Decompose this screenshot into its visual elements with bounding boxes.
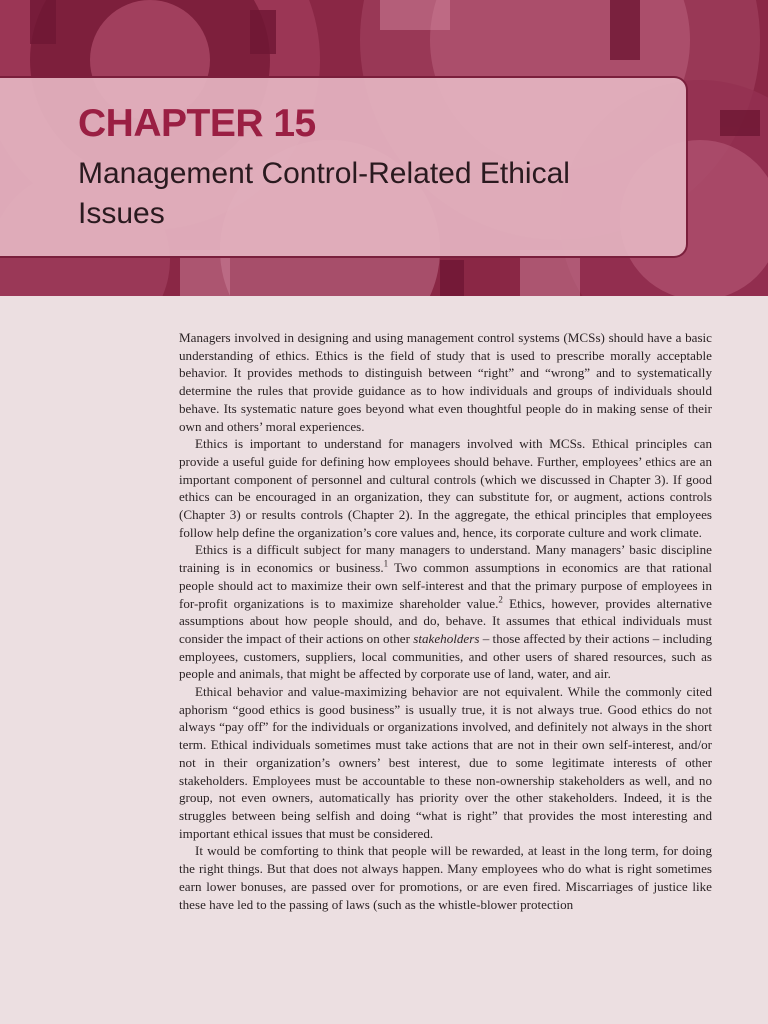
paragraph-text: Ethics, however, provides alternative assumptions about how people should, and do, behave. It assumes that ethical individuals must consider the impact of their actions on other	[179, 595, 712, 646]
paragraph	[179, 683, 712, 842]
paragraph	[179, 435, 712, 541]
paragraph-text: Two common assumptions in economics are that rational people should act to maximize their own self-interest and that the primary purpose of employees in for-profit organizations is to maximize shareholder value.	[179, 560, 712, 611]
paragraph-text: Ethics is important to understand for managers involved with MCSs. Ethical principles can provide a useful guide for defining how employees should behave. Further, employees’ ethics are an important component of personnel and cultural controls (which we discussed in Chapter 3). If good ethics can be encouraged in an organization, they can substitute for, or augment, actions controls (Chapter 3) or results controls (Chapter 2). In the aggregate, the ethical principles that employees follow help define the organization’s core values and, hence, its corporate culture and work climate.	[179, 436, 712, 540]
paragraph: Managers involved in designing and using management control systems (MCSs) should have a basic understanding of ethics. Ethics is the field of study that is used to prescribe morally acceptable behavior. It provides methods to distinguish between “right” and “wrong” and to systematically determine the rules that provide guidance as to how individuals and groups of individuals should behave. Its systematic nature goes beyond what even thoughtful people do in making sense of their own and others’ moral experiences.	[179, 330, 712, 434]
paragraph-text: – those affected by their actions – including employees, customers, suppliers, local communities, and other users of shared resources, such as people and animals, that might be affected by corporate use of land, water, and air.	[179, 630, 712, 682]
footnote-marker: 2	[498, 594, 503, 605]
paragraph-text: Ethics is a difficult subject for many managers to understand. Many managers’ basic discipline training is in economics or business.	[179, 542, 712, 576]
footnote-marker: 1	[383, 558, 389, 569]
chapter-number: CHAPTER 15	[78, 102, 316, 145]
paragraph-text: Ethical behavior and value-maximizing behavior are not equivalent. While the commonly cited aphorism “good ethics is good business” is usually true, it is not always true. Good ethics do not always “pay off” for the individuals or organizations involved, and definitely not always in the short term. Ethical individuals sometimes must take actions that are not in their own self-interest, and/or not in their organization’s owners’ best interest, due to some legitimate interests of other stakeholders. Employees must be accountable to these non-ownership stakeholders as well, and no group, not even owners, automatically has priority over the other stakeholders. Indeed, it is the struggles between being selfish and doing “what is right” that provides the most interesting and important ethical issues that must be considered.	[179, 684, 712, 841]
paragraph	[179, 541, 712, 683]
chapter-title: Management Control-Related Ethical Issues	[78, 157, 570, 230]
paragraph-text: It would be comforting to think that people will be rewarded, at least in the long term, for doing the right things. But that does not always happen. Many employees who do what is right sometimes earn lower bonuses, are passed over for promotions, or are even fired. Miscarriages of justice like these have led to the passing of laws (such as the whistle-blower protection	[179, 843, 712, 912]
chapter-body-text	[179, 329, 712, 913]
paragraph	[179, 842, 712, 913]
emphasis-term: stakeholders	[413, 630, 480, 646]
